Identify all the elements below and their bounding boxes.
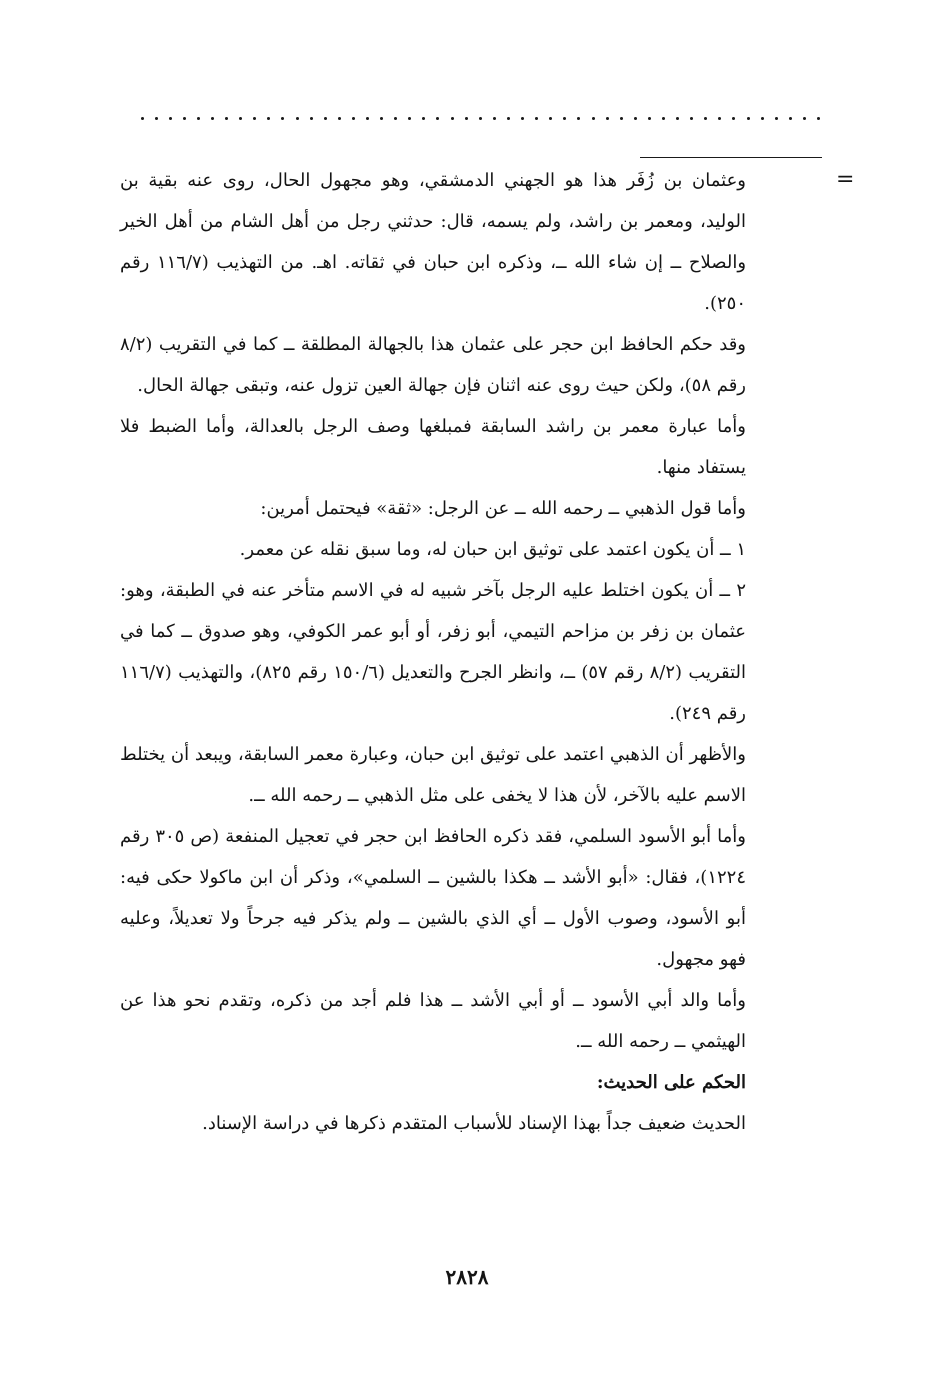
section-heading: الحكم على الحديث: — [596, 1072, 746, 1093]
footnote-rule — [640, 157, 822, 158]
list-item-1: ١ ــ أن يكون اعتمد على توثيق ابن حبان له، وما سبق نقله عن معمر. — [239, 539, 746, 560]
page-number: ٢٨٢٨ — [445, 1265, 489, 1289]
paragraph-most-likely: والأظهر أن الذهبي اعتمد على توثيق ابن حبان، وعبارة معمر السابقة، ويبعد أن يختلط الاسم عليه بالآخر، لأن هذا لا يخفى على مثل الذهبي ــ رحمه الله ــ. — [120, 744, 746, 806]
section-text: الحديث ضعيف جداً بهذا الإسناد للأسباب المتقدم ذكرها في دراسة الإسناد. — [202, 1113, 746, 1134]
page-body — [120, 160, 746, 1144]
paragraph-abu-al-aswad: وأما أبو الأسود السلمي، فقد ذكره الحافظ ابن حجر في تعجيل المنفعة (ص ٣٠٥ رقم ١٢٢٤)، فقال: «أبو الأشد ــ هكذا بالشين ــ السلمي»، وذكر أن ابن ماكولا حكى فيه: أبو الأسود، وصوب الأول ــ أي الذي بالشين ــ ولم يذكر فيه جرحاً ولا تعديلاً، وعليه فهو مجهول. — [120, 826, 746, 970]
dotted-separator — [140, 108, 820, 128]
paragraph-father: وأما والد أبي الأسود ــ أو أبي الأشد ــ هذا فلم أجد من ذكره، وتقدم نحو هذا عن الهيثمي ــ رحمه الله ــ. — [120, 990, 746, 1052]
paragraph-dhahabi-statement: وأما قول الذهبي ــ رحمه الله ــ عن الرجل: «ثقة» فيحتمل أمرين: — [260, 498, 746, 519]
continuation-mark: = — [836, 167, 855, 192]
list-item-2: ٢ ــ أن يكون اختلط عليه الرجل بآخر شبيه له في الاسم متأخر عنه في الطبقة، وهو: عثمان بن زفر بن مزاحم التيمي، أبو زفر، أو أبو عمر الكوفي، وهو صدوق ــ كما في التقريب (٨/٢ رقم ٥٧) ــ، وانظر الجرح والتعديل (١٥٠/٦ رقم ٨٢٥)، والتهذيب (١١٦/٧ رقم ٢٤٩). — [120, 580, 746, 724]
paragraph-ibn-hajar-ruling: وقد حكم الحافظ ابن حجر على عثمان هذا بالجهالة المطلقة ــ كما في التقريب (٨/٢ رقم ٥٨)، ولكن حيث روى عنه اثنان فإن جهالة العين تزول عنه، وتبقى جهالة الحال. — [120, 334, 746, 396]
paragraph-mamar-statement: وأما عبارة معمر بن راشد السابقة فمبلغها وصف الرجل بالعدالة، وأما الضبط فلا يستفاد منها. — [120, 416, 746, 478]
paragraph-uthman: وعثمان بن زُفَر هذا هو الجهني الدمشقي، وهو مجهول الحال، روى عنه بقية بن الوليد، ومعمر بن راشد، ولم يسمه، قال: حدثني رجل من أهل الشام من أهل الخير والصلاح ــ إن شاء الله ــ، وذكره ابن حبان في ثقاته. اهـ. من التهذيب (١١٦/٧ رقم ٢٥٠). — [120, 170, 747, 314]
